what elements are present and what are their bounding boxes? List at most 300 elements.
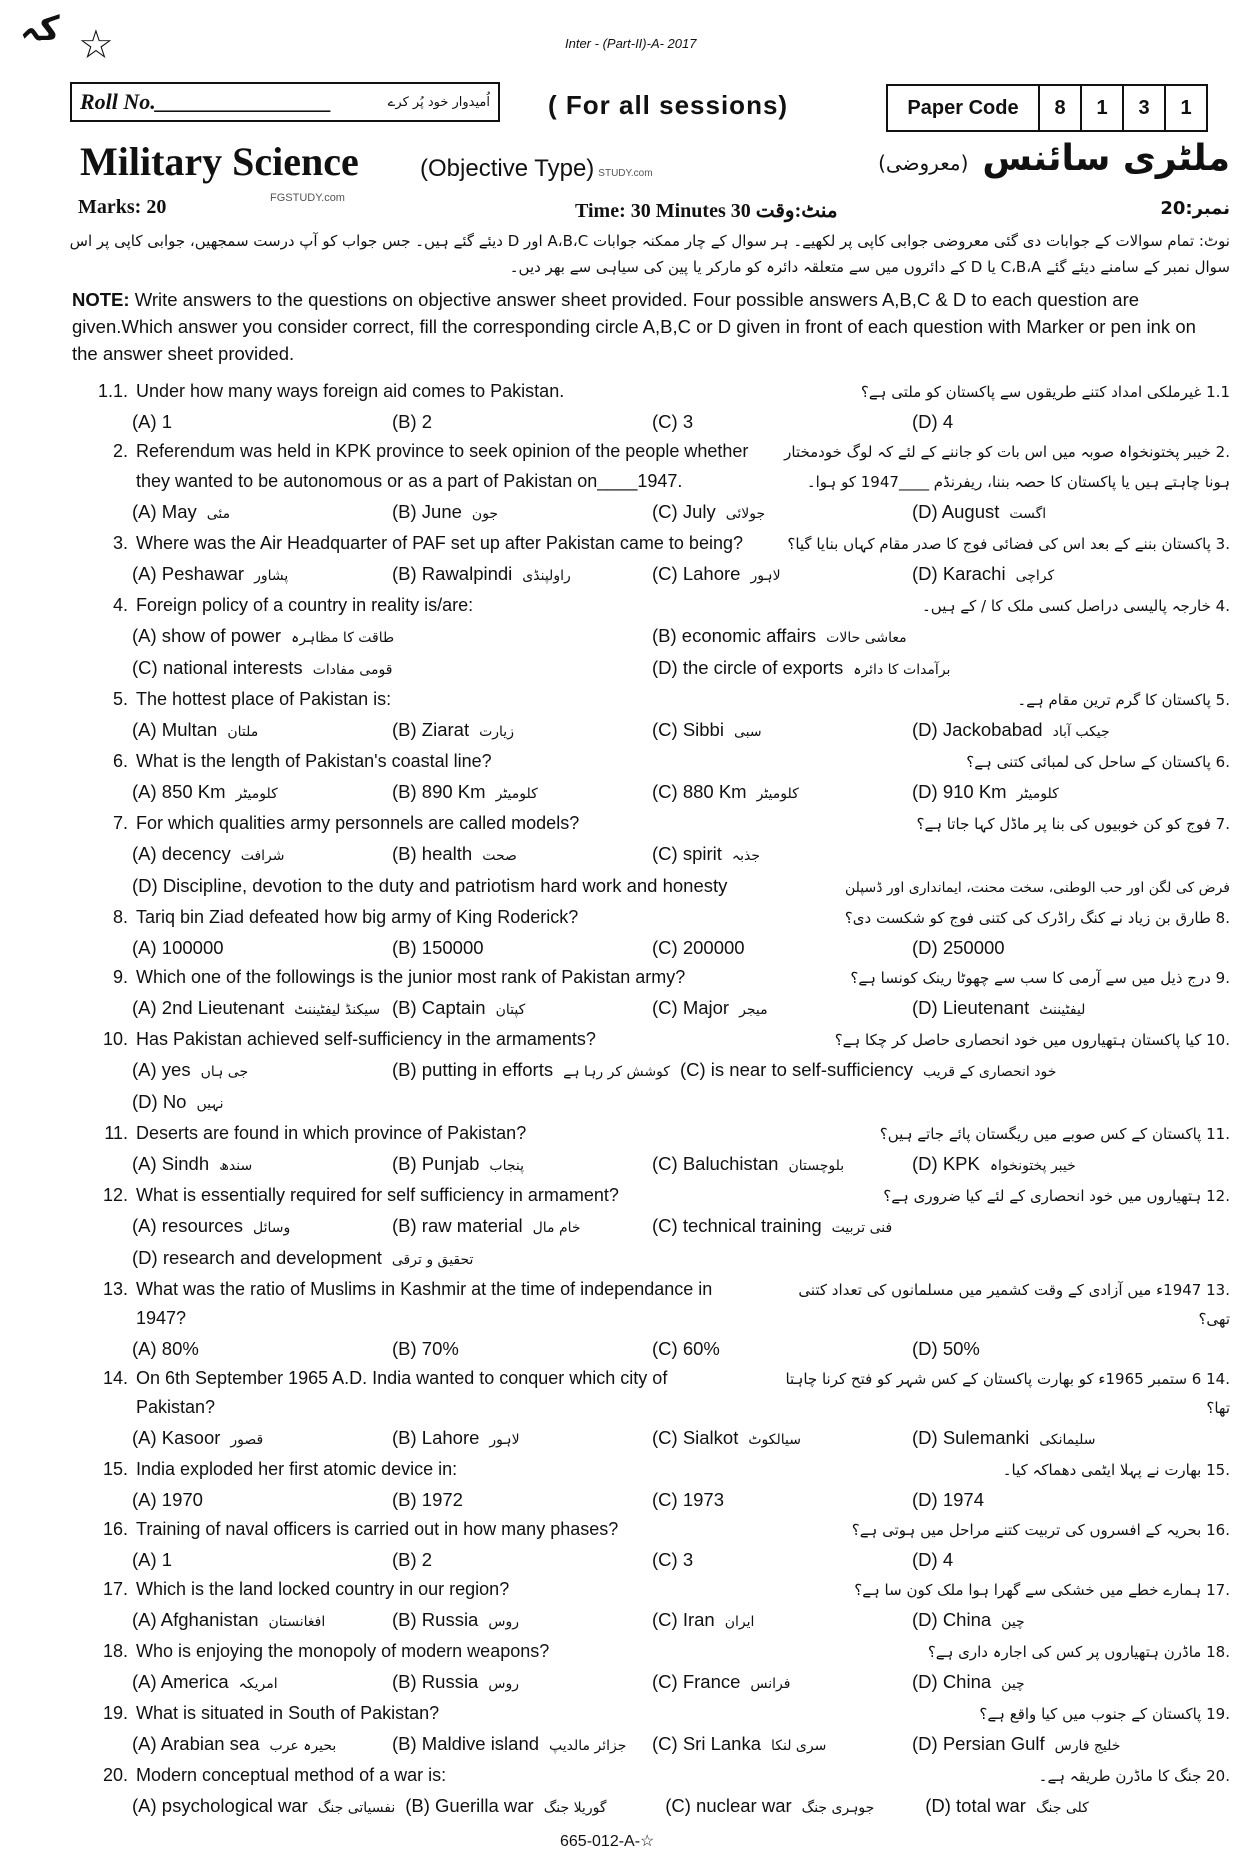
- option-urdu: لاہور: [489, 1432, 520, 1448]
- option-text: (D) Persian Gulf: [912, 1733, 1045, 1754]
- footer-code: 665-012-A-☆: [560, 1833, 655, 1850]
- option-text: (B) Lahore: [392, 1427, 480, 1448]
- option-urdu: راولپنڈی: [522, 568, 571, 584]
- answer-option: [912, 1485, 1172, 1515]
- question-line: [70, 529, 1230, 559]
- answer-option: [392, 1729, 652, 1761]
- question-line: [70, 903, 1230, 933]
- option-text: (B) Maldive island: [392, 1733, 540, 1754]
- question-line: [70, 1364, 1230, 1423]
- answer-option: [912, 1605, 1172, 1637]
- option-text: (A) yes: [132, 1059, 191, 1080]
- option-urdu: سبی: [733, 724, 762, 740]
- option-text: (D) 4: [912, 411, 954, 432]
- question: [70, 747, 1230, 809]
- answer-option: [652, 715, 912, 747]
- question-number: 4.: [112, 595, 128, 615]
- paper-code-digit: 3: [1122, 86, 1164, 130]
- urdu-text: بھارت نے پہلا ایٹمی دھماکہ کیا۔: [1002, 1461, 1202, 1479]
- option-text: (A) decency: [132, 843, 231, 864]
- answer-option: [652, 653, 1172, 685]
- paper-code-box: [886, 84, 1208, 132]
- answer-option: [132, 839, 392, 871]
- urdu-text: پاکستان بننے کے بعد اس کی فضائی فوج کا صدر مقام کہاں بنایا گیا؟: [787, 535, 1211, 553]
- urdu-number: .15: [1206, 1461, 1230, 1479]
- option-urdu: سیالکوٹ: [748, 1432, 801, 1448]
- question: [70, 1761, 1230, 1823]
- answer-option: [132, 1423, 392, 1455]
- option-text: (D) 910 Km: [912, 781, 1007, 802]
- question-line: [70, 1515, 1230, 1545]
- answer-option: [392, 497, 652, 529]
- urdu-text: 6 ستمبر 1965ء کو بھارت پاکستان کے کس شہر کو فتح کرنا چاہتا تھا؟: [785, 1370, 1230, 1417]
- paper-code-digit: 1: [1080, 86, 1122, 130]
- answer-option: [652, 839, 912, 871]
- question-line: [70, 1119, 1230, 1149]
- paper-type-group: [420, 155, 653, 183]
- answer-option: [132, 497, 392, 529]
- question-number: 2.: [112, 441, 128, 461]
- urdu-text: ہمارے خطے میں خشکی سے گھرا ہوا ملک کون سا ہے؟: [854, 1581, 1202, 1599]
- option-text: (A) 1970: [132, 1489, 203, 1510]
- question-text: Who is enjoying the monopoly of modern weapons?: [136, 1641, 550, 1661]
- question-line: [70, 1699, 1230, 1729]
- urdu-text: ماڈرن ہتھیاروں پر کس کی اجارہ داری ہے؟: [927, 1643, 1202, 1661]
- answer-option: [392, 715, 652, 747]
- option-text: (A) Afghanistan: [132, 1609, 259, 1630]
- option-urdu: افغانستان: [268, 1614, 326, 1630]
- option-text: (C) spirit: [652, 843, 722, 864]
- question-urdu: [861, 378, 1230, 407]
- option-urdu: جزائر مالدیپ: [549, 1738, 627, 1754]
- urdu-text: غیرملکی امداد کتنے طریقوں سے پاکستان کو ملتی ہے؟: [860, 383, 1202, 401]
- option-urdu: اگست: [1009, 506, 1047, 522]
- question-text: Deserts are found in which province of Pakistan?: [136, 1123, 527, 1143]
- question-text: India exploded her first atomic device in:: [136, 1459, 458, 1479]
- answer-option: [132, 1545, 392, 1575]
- question-urdu: [883, 1182, 1230, 1211]
- option-urdu: کپتان: [495, 1002, 526, 1018]
- option-text: (B) Russia: [392, 1671, 479, 1692]
- answer-option: [912, 933, 1172, 963]
- option-urdu: خلیج فارس: [1054, 1738, 1121, 1754]
- option-text: (B) 1972: [392, 1489, 463, 1510]
- urdu-text: طارق بن زیاد نے کنگ راڈرک کی کتنی فوج کو شکست دی؟: [844, 909, 1211, 927]
- answer-option: [652, 1667, 912, 1699]
- answer-option: [652, 933, 912, 963]
- option-text: (C) technical training: [652, 1215, 822, 1236]
- answer-option: [132, 1334, 392, 1364]
- option-text: (C) France: [652, 1671, 741, 1692]
- option-urdu: نفسیاتی جنگ: [317, 1800, 396, 1816]
- answer-option: [132, 653, 652, 685]
- answer-option: [132, 1667, 392, 1699]
- answer-option: [652, 497, 912, 529]
- option-text: (D) Karachi: [912, 563, 1006, 584]
- answer-option: [132, 1791, 405, 1823]
- answer-option: [912, 1729, 1172, 1761]
- question-text: What was the ratio of Muslims in Kashmir at the time of independance in 1947?: [136, 1279, 713, 1328]
- question-urdu: [928, 1638, 1230, 1667]
- option-urdu: چین: [1001, 1676, 1025, 1692]
- option-urdu: پشاور: [254, 568, 289, 584]
- options-row: [70, 1423, 1230, 1455]
- option-text: (B) 2: [392, 411, 433, 432]
- option-urdu: کلومیٹر: [756, 786, 799, 802]
- question-number: 15.: [102, 1459, 128, 1479]
- option-urdu: گوریلا جنگ: [543, 1800, 607, 1816]
- question-line: [70, 437, 1230, 467]
- question: [70, 437, 1230, 529]
- option-urdu: فنی تربیت: [831, 1220, 893, 1236]
- option-text: (D) the circle of exports: [652, 657, 844, 678]
- answer-option: [392, 1055, 680, 1087]
- question: [70, 529, 1230, 591]
- question-number: 20.: [102, 1765, 128, 1785]
- question-number: 5.: [112, 689, 128, 709]
- option-urdu: فرض کی لگن اور حب الوطنی، سخت محنت، ایمانداری اور ڈسپلن: [844, 880, 1230, 896]
- question-urdu: [979, 1700, 1230, 1729]
- answer-option: [652, 993, 912, 1025]
- answer-option: [132, 559, 392, 591]
- answer-option: [912, 559, 1172, 591]
- urdu-number: .19: [1206, 1705, 1230, 1723]
- option-text: (C) July: [652, 501, 716, 522]
- option-urdu: جی ہاں: [200, 1064, 249, 1080]
- question: [70, 809, 1230, 903]
- answer-option: [392, 559, 652, 591]
- question-text: Has Pakistan achieved self-sufficiency in the armaments?: [136, 1029, 596, 1049]
- option-urdu: مئی: [206, 506, 231, 522]
- answer-option: [392, 1605, 652, 1637]
- question-urdu: [1003, 1456, 1230, 1485]
- question-text: Foreign policy of a country in reality is/are:: [136, 595, 474, 615]
- time: Time: 30 Minutes 30 منٹ:وقت: [575, 200, 838, 222]
- option-urdu: کوشش کر رہا ہے: [563, 1064, 670, 1080]
- question-urdu: [845, 904, 1230, 933]
- question: [70, 1364, 1230, 1455]
- option-text: (D) No: [132, 1091, 187, 1112]
- answer-option: [392, 839, 652, 871]
- question-number: 1.1.: [97, 381, 128, 401]
- option-urdu: بحیرہ عرب: [269, 1738, 337, 1754]
- option-text: (B) economic affairs: [652, 625, 817, 646]
- option-text: (B) Punjab: [392, 1153, 480, 1174]
- option-urdu: سیکنڈ لیفٹیننٹ: [294, 1002, 381, 1018]
- question-number: 6.: [112, 751, 128, 771]
- options-row: [70, 777, 1230, 809]
- option-urdu: جون: [471, 506, 499, 522]
- answer-option: [652, 1545, 912, 1575]
- option-text: (D) 250000: [912, 937, 1005, 958]
- question-line: [70, 1455, 1230, 1485]
- answer-option: [392, 1334, 652, 1364]
- option-urdu: روس: [488, 1614, 519, 1630]
- option-text: (B) Russia: [392, 1609, 479, 1630]
- options-row: [70, 1211, 1230, 1275]
- paper-type: (Objective Type): [420, 155, 595, 182]
- option-text: (A) show of power: [132, 625, 282, 646]
- sessions-label: ( For all sessions): [548, 90, 789, 120]
- urdu-text: خارجہ پالیسی دراصل کسی ملک کا / کے ہیں۔: [922, 597, 1211, 615]
- answer-option: [132, 621, 652, 653]
- question: [70, 1119, 1230, 1181]
- answer-option: [392, 993, 652, 1025]
- answer-option: [912, 993, 1172, 1025]
- answer-option: [652, 1605, 912, 1637]
- option-text: (D) KPK: [912, 1153, 980, 1174]
- option-text: (B) Guerilla war: [405, 1795, 534, 1816]
- answer-option: [392, 407, 652, 437]
- option-urdu: ملتان: [227, 724, 259, 740]
- question-text: Under how many ways foreign aid comes to Pakistan.: [136, 381, 565, 401]
- option-urdu: جذبہ: [731, 848, 760, 864]
- option-text: (B) Captain: [392, 997, 486, 1018]
- option-urdu: قصور: [230, 1432, 264, 1448]
- option-urdu: لاہور: [750, 568, 781, 584]
- option-text: (A) 100000: [132, 937, 224, 958]
- question-number: 8.: [112, 907, 128, 927]
- question: [70, 1637, 1230, 1699]
- option-urdu: سندھ: [219, 1158, 253, 1174]
- answer-option: [652, 1149, 912, 1181]
- note-label: NOTE:: [72, 289, 130, 310]
- urdu-text: پاکستان کا گرم ترین مقام ہے۔: [1017, 691, 1211, 709]
- urdu-text: فوج کو کن خوبیوں کی بنا پر ماڈل کہا جاتا ہے؟: [916, 815, 1211, 833]
- answer-option: [132, 1211, 392, 1243]
- option-urdu: پنجاب: [489, 1158, 525, 1174]
- option-text: (C) is near to self-sufficiency: [679, 1059, 914, 1080]
- answer-option: [652, 1211, 912, 1243]
- options-row: [70, 653, 1230, 685]
- urdu-text: کیا پاکستان ہتھیاروں میں خود انحصاری حاصل کر چکا ہے؟: [834, 1031, 1202, 1049]
- urdu-number: .4: [1215, 597, 1230, 615]
- question-line: [70, 747, 1230, 777]
- question-number: 19.: [102, 1703, 128, 1723]
- question-number: 9.: [112, 967, 128, 987]
- option-text: (D) Lieutenant: [912, 997, 1030, 1018]
- question-text: Which is the land locked country in our region?: [136, 1579, 510, 1599]
- answer-option: [132, 407, 392, 437]
- option-text: (B) Rawalpindi: [392, 563, 513, 584]
- urdu-text: پاکستان کے کس صوبے میں ریگستان پائے جاتے ہیں؟: [879, 1125, 1202, 1143]
- answer-option: [652, 559, 912, 591]
- question-number: 14.: [102, 1368, 128, 1388]
- answer-option: [132, 1149, 392, 1181]
- urdu-text: درج ذیل میں سے آرمی کا سب سے چھوٹا رینک کونسا ہے؟: [850, 969, 1211, 987]
- question-line: [70, 591, 1230, 621]
- answer-option: [132, 993, 392, 1025]
- option-text: (B) 2: [392, 1549, 433, 1570]
- urdu-text: جنگ کا ماڈرن طریقہ ہے۔: [1038, 1767, 1202, 1785]
- answer-option: [392, 933, 652, 963]
- option-urdu: وسائل: [253, 1220, 291, 1236]
- urdu-title: ملٹری سائنس: [982, 138, 1230, 179]
- option-text: (A) Arabian sea: [132, 1733, 260, 1754]
- option-text: (A) 1: [132, 411, 173, 432]
- option-urdu: طاقت کا مظاہرہ: [291, 630, 395, 646]
- answer-option: [912, 1545, 1172, 1575]
- answer-option: [132, 1243, 483, 1275]
- urdu-text: 1947ء میں آزادی کے وقت کشمیر میں مسلمانوں کی تعداد کتنی تھی؟: [798, 1281, 1230, 1328]
- option-urdu: کلومیٹر: [495, 786, 538, 802]
- note: [72, 286, 1220, 367]
- question: [70, 963, 1230, 1025]
- urdu-number: .14: [1206, 1370, 1230, 1388]
- options-row: [70, 621, 1230, 653]
- question-text: they wanted to be autonomous or as a part of Pakistan on____1947.: [136, 471, 683, 491]
- option-urdu: معاشی حالات: [826, 630, 907, 646]
- question-urdu: [916, 810, 1230, 839]
- option-text: (B) 150000: [392, 937, 484, 958]
- question-line: [70, 963, 1230, 993]
- answer-option: [652, 407, 912, 437]
- option-text: (D) 1974: [912, 1489, 984, 1510]
- option-urdu: کراچی: [1015, 568, 1055, 584]
- answer-option: [132, 777, 392, 809]
- answer-option: [680, 1055, 1066, 1087]
- question-urdu: [760, 1365, 1230, 1423]
- question-text: Which one of the followings is the junior most rank of Pakistan army?: [136, 967, 686, 987]
- option-text: (A) 2nd Lieutenant: [132, 997, 285, 1018]
- option-urdu: لیفٹیننٹ: [1039, 1002, 1086, 1018]
- question: [70, 1275, 1230, 1364]
- urdu-number: .18: [1206, 1643, 1230, 1661]
- option-urdu: سری لنکا: [770, 1738, 827, 1754]
- question-number: 13.: [102, 1279, 128, 1299]
- option-urdu: خام مال: [532, 1220, 581, 1236]
- answer-option: [392, 1423, 652, 1455]
- urdu-number: .2: [1215, 443, 1230, 461]
- question-urdu: [850, 964, 1230, 993]
- options-row: [70, 993, 1230, 1025]
- urdu-text: بحریہ کے افسروں کی تربیت کتنے مراحل میں ہوتی ہے؟: [851, 1521, 1202, 1539]
- option-text: (D) 4: [912, 1549, 954, 1570]
- answer-option: [132, 1485, 392, 1515]
- answer-option: [912, 777, 1172, 809]
- urdu-marks: نمبر:20: [1160, 198, 1230, 219]
- option-urdu: صحت: [482, 848, 517, 864]
- question-text: Referendum was held in KPK province to seek opinion of the people whether: [136, 441, 749, 461]
- paper-code-digit: 8: [1038, 86, 1080, 130]
- question-text: Training of naval officers is carried out in how many phases?: [136, 1519, 619, 1539]
- question-line: [70, 1275, 1230, 1334]
- answer-option: [652, 777, 912, 809]
- option-text: (C) nuclear war: [665, 1795, 792, 1816]
- urdu-type: (معروضی): [878, 151, 969, 175]
- urdu-number: .3: [1215, 535, 1230, 553]
- options-row: [70, 1485, 1230, 1515]
- question-number: 16.: [102, 1519, 128, 1539]
- option-text: (B) 70%: [392, 1338, 459, 1359]
- option-urdu: خود انحصاری کے قریب: [923, 1064, 1057, 1080]
- options-row: [70, 1055, 1230, 1119]
- question: [70, 903, 1230, 963]
- question-text: What is situated in South of Pakistan?: [136, 1703, 440, 1723]
- options-row: [70, 497, 1230, 529]
- option-urdu: میجر: [739, 1002, 768, 1018]
- question-number: 18.: [102, 1641, 128, 1661]
- question-urdu: [880, 1120, 1230, 1149]
- question-text: Modern conceptual method of a war is:: [136, 1765, 447, 1785]
- question-line: [70, 685, 1230, 715]
- urdu-number: .6: [1215, 753, 1230, 771]
- answer-option: [392, 1545, 652, 1575]
- options-row: [70, 1149, 1230, 1181]
- option-text: (A) May: [132, 501, 197, 522]
- question-urdu: [769, 1276, 1230, 1334]
- question: [70, 1515, 1230, 1575]
- answer-option: [912, 1334, 1172, 1364]
- marks: Marks: 20: [78, 196, 167, 218]
- question: [70, 591, 1230, 685]
- question: [70, 685, 1230, 747]
- option-urdu: سلیمانکی: [1039, 1432, 1096, 1448]
- option-urdu: تحقیق و ترقی: [391, 1252, 474, 1268]
- option-text: (C) Iran: [652, 1609, 715, 1630]
- option-text: (A) America: [132, 1671, 229, 1692]
- watermark: STUDY.com: [598, 168, 653, 179]
- question-line: [70, 1025, 1230, 1055]
- options-row: [70, 933, 1230, 963]
- question-number: 10.: [102, 1029, 128, 1049]
- option-text: (B) June: [392, 501, 462, 522]
- option-text: (A) 80%: [132, 1338, 199, 1359]
- question-line: [70, 377, 1230, 407]
- option-urdu: نہیں: [196, 1096, 224, 1112]
- urdu-number: .16: [1206, 1521, 1230, 1539]
- question-urdu: [835, 1026, 1230, 1055]
- question-number: 12.: [102, 1185, 128, 1205]
- roll-urdu: اُمیدوار خود پُر کرے: [387, 94, 490, 110]
- option-text: (D) China: [912, 1609, 992, 1630]
- question-urdu: [852, 1516, 1230, 1545]
- answer-option: [912, 497, 1172, 529]
- question-line: [70, 1181, 1230, 1211]
- option-text: (B) Ziarat: [392, 719, 470, 740]
- question-number: 3.: [112, 533, 128, 553]
- option-text: (D) total war: [925, 1795, 1026, 1816]
- urdu-text: خیبر پختونخواہ صوبہ میں اس بات کو جاننے کے لئے کہ لوگ خودمختار: [784, 443, 1211, 461]
- option-urdu: زیارت: [479, 724, 514, 740]
- option-urdu: برآمدات کا دائرہ: [853, 662, 951, 678]
- paper-code-label: Paper Code: [907, 96, 1019, 119]
- question-text: Tariq bin Ziad defeated how big army of King Roderick?: [136, 907, 579, 927]
- urdu-number: .11: [1206, 1125, 1230, 1143]
- option-urdu: فرانس: [750, 1676, 791, 1692]
- options-row: [70, 715, 1230, 747]
- roll-number-box: [70, 82, 500, 122]
- question-text: For which qualities army personnels are called models?: [136, 813, 580, 833]
- answer-option: [132, 933, 392, 963]
- option-urdu: جوہری جنگ: [801, 1800, 875, 1816]
- option-urdu: چین: [1001, 1614, 1025, 1630]
- urdu-number: .17: [1206, 1581, 1230, 1599]
- urdu-title-group: [878, 138, 1230, 179]
- answer-option: [912, 1667, 1172, 1699]
- option-urdu: خیبر پختونخواہ: [989, 1158, 1076, 1174]
- question: [70, 1181, 1230, 1275]
- question: [70, 1025, 1230, 1119]
- corner-mark: کہ: [20, 9, 60, 49]
- question-line: [70, 1575, 1230, 1605]
- roll-label: Roll No.________________: [80, 89, 332, 114]
- body-content: [0, 228, 1250, 1871]
- urdu-number: .5: [1215, 691, 1230, 709]
- question-urdu: [922, 592, 1230, 621]
- option-urdu: جولائی: [725, 506, 766, 522]
- option-text: (D) Sulemanki: [912, 1427, 1030, 1448]
